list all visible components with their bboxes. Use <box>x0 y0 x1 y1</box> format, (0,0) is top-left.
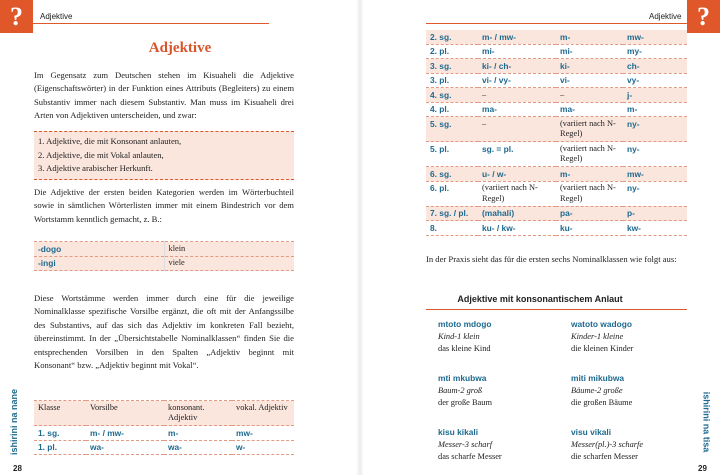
example-de: der große Baum <box>438 398 492 407</box>
adjective-types-box <box>34 131 294 180</box>
cell: mi- <box>478 44 556 59</box>
prefix-paragraph: Diese Wortstämme werden immer durch eine für die jeweilige Nominalklasse spezifische Vorsilbe ergänzt, die oft mit der Anfangssilbe des Substantivs, auf das sich das Adjektiv im konkreten Fall bezieht, übereinstimmt. In der „Übersichtstabelle Nominalklassen“ finden Sie die entsprechenden Vorsilben in den Spalten „Adjektiv beginnt mit Konsonant“ bzw. „Adjektiv beginnt mit Vokal“. <box>34 293 294 371</box>
cell: – <box>478 117 556 142</box>
example-de: die großen Bäume <box>571 398 633 407</box>
running-head: Adjektive <box>40 12 73 21</box>
cell: mw- <box>623 167 687 182</box>
cell: 2. sg. <box>426 30 478 44</box>
dictionary-paragraph: Die Adjektive der ersten beiden Kategorien werden im Wörterbuchteil sowie in sämtlichen Wörterlisten immer mit einem Bindestrich vor dem Wortstamm kenntlich gemacht, z. B.: <box>34 187 294 224</box>
table-row <box>426 142 687 167</box>
stem-table <box>34 241 294 271</box>
cell: ki- <box>556 59 623 74</box>
right-page <box>360 0 720 475</box>
table-row <box>426 117 687 142</box>
side-tab <box>4 386 24 458</box>
side-tab <box>696 386 716 458</box>
example-item <box>438 318 578 356</box>
example-sw: watoto wadogo <box>571 319 632 329</box>
cell: m- <box>556 30 623 44</box>
cell: pa- <box>556 206 623 221</box>
meaning-cell: viele <box>164 256 294 271</box>
table-row <box>426 102 687 117</box>
class-table <box>34 400 294 455</box>
header-cell: Vorsilbe <box>86 401 164 426</box>
table-row <box>426 59 687 74</box>
cell: m- / mw- <box>86 426 164 441</box>
cell: ku- / kw- <box>478 221 556 236</box>
cell: 1. pl. <box>34 440 86 455</box>
cell: (variiert nach N-Regel) <box>556 142 623 167</box>
example-de: das kleine Kind <box>438 344 491 353</box>
example-lit: Messer-3 scharf <box>438 439 493 449</box>
cell: 7. sg. / pl. <box>426 206 478 221</box>
cell: m- <box>164 426 232 441</box>
table-row <box>426 44 687 59</box>
page-number: 29 <box>698 464 707 473</box>
cell: 6. sg. <box>426 167 478 182</box>
table-row <box>34 426 294 441</box>
table-row <box>34 440 294 455</box>
practice-paragraph: In der Praxis sieht das für die ersten sechs Nominalklassen wie folgt aus: <box>426 254 677 264</box>
cell: (mahali) <box>478 206 556 221</box>
list-item: 3. Adjektive arabischer Herkunft. <box>38 163 153 173</box>
cell: – <box>478 88 556 103</box>
cell: vy- <box>623 73 687 88</box>
cell: (variiert nach N-Regel) <box>556 181 623 206</box>
cell: 6. pl. <box>426 181 478 206</box>
side-tab-label: ishirini na nane <box>9 388 20 456</box>
cell: 3. sg. <box>426 59 478 74</box>
running-head: Adjektive <box>649 12 682 21</box>
example-sw: visu vikali <box>571 427 612 437</box>
cell: ny- <box>623 142 687 167</box>
cell: 5. pl. <box>426 142 478 167</box>
example-item <box>571 318 711 356</box>
section-subtitle: Adjektive mit konsonantischem Anlaut <box>457 294 623 304</box>
cell: 4. pl. <box>426 102 478 117</box>
cell: ki- / ch- <box>478 59 556 74</box>
cell: ma- <box>478 102 556 117</box>
header-cell: konsonant. Adjektiv <box>164 401 232 426</box>
cell: mw- <box>232 426 294 441</box>
example-lit: Messer(pl.)-3 scharfe <box>571 439 644 449</box>
cell: vi- / vy- <box>478 73 556 88</box>
question-mark-icon: ? <box>687 0 720 33</box>
example-de: das scharfe Messer <box>438 452 502 461</box>
example-sw: mti mkubwa <box>438 373 487 383</box>
example-lit: Kinder-1 kleine <box>571 331 624 341</box>
cell: ku- <box>556 221 623 236</box>
cell: mw- <box>623 30 687 44</box>
cell: my- <box>623 44 687 59</box>
cell: – <box>556 88 623 103</box>
example-item <box>571 372 711 410</box>
cell: (variiert nach N-Regel) <box>478 181 556 206</box>
header-rule <box>33 23 269 24</box>
cell: m- <box>556 167 623 182</box>
list-item: 1. Adjektive, die mit Konsonant anlauten, <box>38 136 182 146</box>
cell: 4. sg. <box>426 88 478 103</box>
table-row <box>426 221 687 236</box>
example-lit: Bäume-2 große <box>571 385 623 395</box>
stem-cell: -ingi <box>34 256 164 271</box>
question-mark-icon: ? <box>0 0 33 33</box>
cell: (variiert nach N-Regel) <box>556 117 623 142</box>
cell: ch- <box>623 59 687 74</box>
cell: mi- <box>556 44 623 59</box>
cell: m- / mw- <box>478 30 556 44</box>
list-item: 2. Adjektive, die mit Vokal anlauten, <box>38 149 164 160</box>
table-row <box>426 73 687 88</box>
example-de: die kleinen Kinder <box>571 344 634 353</box>
table-row <box>426 30 687 44</box>
header-rule <box>426 23 687 24</box>
cell: ny- <box>623 181 687 206</box>
cell: 8. <box>426 221 478 236</box>
example-lit: Baum-2 groß <box>438 385 483 395</box>
page-title: Adjektive <box>148 40 212 56</box>
intro-paragraph: Im Gegensatz zum Deutschen stehen im Kisuaheli die Adjektive (Eigenschaftswörter) in der Funktion eines Attributs (Begleiters) zu einem Substantiv immer nach diesem Substantiv. Man muss im Kisuaheli drei Arten von Adjektiven unterscheiden, und zwar: <box>34 70 294 121</box>
cell: u- / w- <box>478 167 556 182</box>
table-row <box>426 181 687 206</box>
example-lit: Kind-1 klein <box>438 331 480 341</box>
example-item <box>438 372 578 410</box>
table-row <box>426 167 687 182</box>
cell: ny- <box>623 117 687 142</box>
cell: 3. pl. <box>426 73 478 88</box>
table-row <box>426 206 687 221</box>
cell: sg. = pl. <box>478 142 556 167</box>
example-de: die scharfen Messer <box>571 452 638 461</box>
header-cell: Klasse <box>34 401 86 426</box>
stem-cell: -dogo <box>34 242 164 257</box>
header-cell: vokal. Adjektiv <box>232 401 294 426</box>
example-item <box>571 426 711 464</box>
cell: wa- <box>164 440 232 455</box>
cell: m- <box>623 102 687 117</box>
example-sw: kisu kikali <box>438 427 479 437</box>
cell: p- <box>623 206 687 221</box>
cell: w- <box>232 440 294 455</box>
cell: vi- <box>556 73 623 88</box>
meaning-cell: klein <box>164 242 294 257</box>
cell: wa- <box>86 440 164 455</box>
class-table-continued <box>426 30 687 236</box>
cell: 1. sg. <box>34 426 86 441</box>
subtitle-rule <box>426 309 687 310</box>
example-sw: miti mikubwa <box>571 373 625 383</box>
table-row <box>426 88 687 103</box>
cell: ma- <box>556 102 623 117</box>
cell: kw- <box>623 221 687 236</box>
cell: j- <box>623 88 687 103</box>
cell: 2. pl. <box>426 44 478 59</box>
cell: 5. sg. <box>426 117 478 142</box>
table-row <box>34 256 294 271</box>
example-item <box>438 426 578 464</box>
table-header <box>34 401 294 426</box>
side-tab-label: ishirini na tisa <box>701 391 711 453</box>
example-sw: mtoto mdogo <box>438 319 492 329</box>
table-row <box>34 242 294 257</box>
page-number: 28 <box>13 464 22 473</box>
